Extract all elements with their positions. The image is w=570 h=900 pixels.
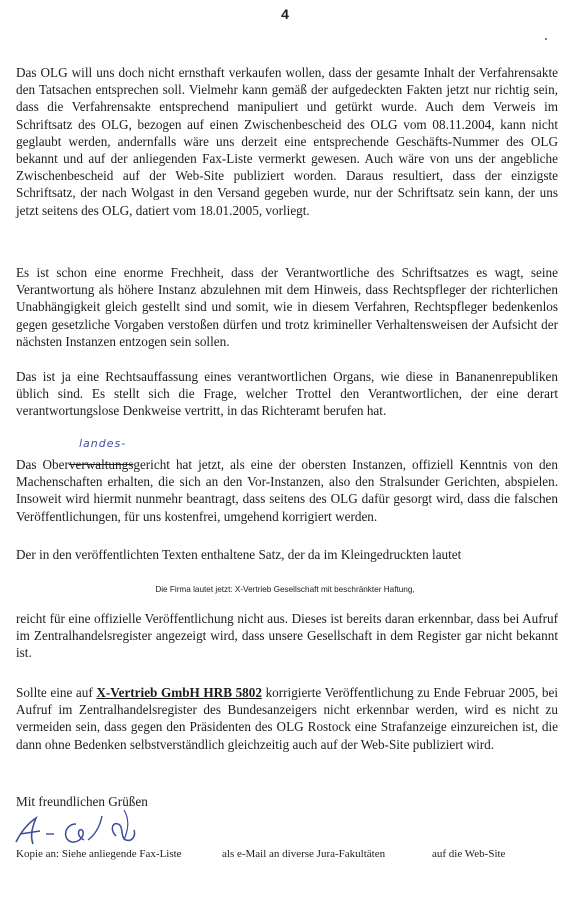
scan-speck <box>545 38 547 40</box>
handwritten-insert: landes- <box>79 437 127 450</box>
paragraph-zentralhandelsregister: reicht für eine offizielle Veröffentlichung nicht aus. Dieses ist bereits daran erkennbar, dass bei Aufruf im Zentralhandelsregister angezeigt wird, dass unsere Gesellschaft in dem Register gar nicht bekannt ist. <box>16 611 558 661</box>
paragraph-rechtsauffassung: Das ist ja eine Rechtsauffassung eines verantwortlichen Organs, wie diese in Bananenrepubliken üblich sind. Es stellt sich die Frage, welcher Trottel den Verantwortlichen, der eine derart verantwortungslose Denkweise vertritt, in das Richteramt berufen hat. <box>16 369 558 419</box>
footer-copy: Kopie an: Siehe anliegende Fax-Liste <box>16 848 182 860</box>
paragraph-oberlandesgericht <box>16 456 558 525</box>
paragraph-olg-verfahrensakte: Das OLG will uns doch nicht ernsthaft verkaufen wollen, dass der gesamte Inhalt der Verfahrensakte den Tatsachen entsprechen soll. Vielmehr kann gemäß der aufgedeckten Fakten jetzt nur richtig sein, dass die Verfahrensakte entsprechend manipuliert und getürkt wurde. Auch dem Verweis im Schriftsatz des OLG, bezogen auf einen Zwischenbescheid des OLG vom 08.11.2004, kann nicht geglaubt werden, andernfalls wäre uns derzeit eine entsprechende Geschäfts-Nummer des OLG bekannt und auf der anliegenden Fax-Liste vermerkt gewesen. Auch wäre von uns der angebliche Zwischenbescheid auf der Web-Site publiziert worden. Daraus resultiert, dass der einzigste Schriftsatz, der nach Wolgast in den Versand gegeben wurde, nur der Schriftsatz sein kann, der uns jetzt seitens des OLG, datiert vom 18.01.2005, vorliegt. <box>16 65 558 218</box>
paragraph-strafanzeige <box>16 684 558 753</box>
paragraph-rest: korrigierte Veröffentlichung zu Ende Februar 2005, bei Aufruf im Zentralhandelsregister des Bundesanzeigers nicht erkennbar werden, wird es nicht zu vermeiden sein, dass gegen den Präsidenten des OLG Rostock eine Strafanzeige einzureichen ist, die dann ohne Bedenken selbstverständlich gleichzeitig auch auf der Web-Site publiziert wird. <box>16 685 558 752</box>
closing-greeting: Mit freundlichen Grüßen <box>16 794 148 809</box>
struck-text: verwaltungs <box>68 457 134 472</box>
paragraph-frechheit: Es ist schon eine enorme Frechheit, dass der Verantwortliche des Schriftsatzes es wagt, seine Verantwortung als höhere Instanz abzulehnen mit dem Hinweis, dass Rechtspfleger der richterlichen Unabhängigkeit gleich gestellt sind und somit, wie in diesem Verfahren, Rechtspfleger bedenkenlos gegen gesetzliche Vorgaben verstoßen dürfen und trotz krimineller Verhaltensweisen der Aufsicht der nächsten Instanzen entzogen sein sollen. <box>16 265 558 349</box>
footer-email: als e-Mail an diverse Jura-Fakultäten <box>222 848 386 860</box>
small-print-quote: Die Firma lautet jetzt: X-Vertrieb Gesellschaft mit beschränkter Haftung, <box>155 585 415 594</box>
footer-web: auf die Web-Site <box>432 848 506 860</box>
company-name: X-Vertrieb GmbH HRB 5802 <box>96 685 262 700</box>
page-number: 4 <box>281 6 289 22</box>
paragraph-kleingedruckt: Der in den veröffentlichten Texten enthaltene Satz, der da im Kleingedruckten lautet <box>16 547 462 562</box>
handwritten-signature <box>6 800 166 855</box>
paragraph-prefix: Sollte eine auf <box>16 685 97 700</box>
paragraph-rest: gericht hat jetzt, als eine der obersten Instanzen, offiziell Kenntnis von den Machenschaften erhalten, die sich an den Vor-Instanzen, also den Stralsunder Gerichten, abspielen. Insoweit wird hiermit nunmehr beantragt, dass seitens des OLG dafür gesorgt wird, dass die falschen Veröffentlichungen, für uns kostenfrei, umgehend korrigiert werden. <box>16 457 558 524</box>
paragraph-prefix: Das Ober <box>16 457 69 472</box>
